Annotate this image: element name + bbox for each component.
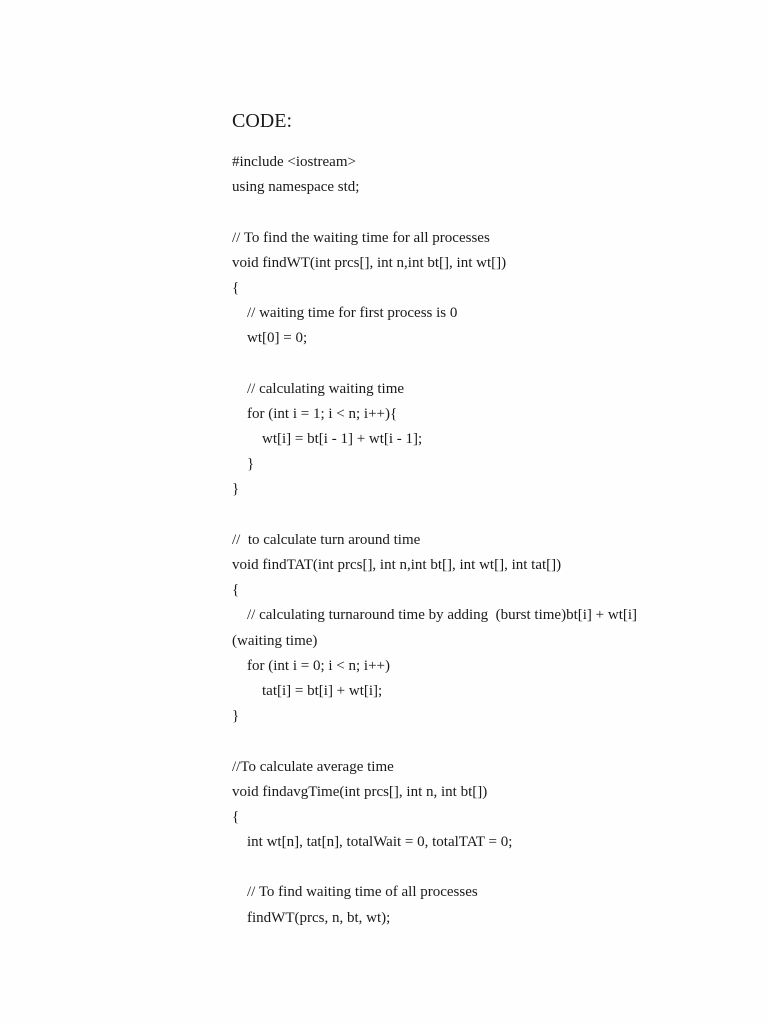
code-line: (waiting time) xyxy=(232,632,318,649)
code-line xyxy=(232,503,712,528)
code-line: } xyxy=(232,481,240,498)
code-line: { xyxy=(232,582,240,599)
code-line: } xyxy=(232,456,255,473)
code-block xyxy=(232,150,712,931)
code-line: { xyxy=(232,808,240,825)
code-line: for (int i = 0; i < n; i++) xyxy=(232,657,390,674)
code-line: findWT(prcs, n, bt, wt); xyxy=(232,909,391,926)
code-line xyxy=(232,200,712,225)
code-line: // to calculate turn around time xyxy=(232,531,421,548)
code-line: } xyxy=(232,708,240,725)
code-line: using namespace std; xyxy=(232,179,360,196)
code-line: #include <iostream> xyxy=(232,154,356,170)
code-line xyxy=(232,352,712,377)
code-line: void findavgTime(int prcs[], int n, int bt[]) xyxy=(232,783,488,800)
code-line: void findTAT(int prcs[], int n,int bt[], int wt[], int tat[]) xyxy=(232,557,562,573)
code-line: for (int i = 1; i < n; i++){ xyxy=(232,405,398,422)
code-line: //To calculate average time xyxy=(232,758,394,775)
code-line: // calculating turnaround time by adding (burst time)bt[i] + wt[i] xyxy=(232,607,638,624)
code-line: void findWT(int prcs[], int n,int bt[], int wt[]) xyxy=(232,254,507,271)
code-line: // To find waiting time of all processes xyxy=(232,884,478,901)
code-line: // waiting time for first process is 0 xyxy=(232,305,458,322)
code-line xyxy=(232,729,712,754)
section-heading: CODE: xyxy=(232,110,292,132)
code-line xyxy=(232,855,712,880)
code-line: wt[0] = 0; xyxy=(232,330,308,347)
code-line: tat[i] = bt[i] + wt[i]; xyxy=(232,682,383,699)
code-line: // calculating waiting time xyxy=(232,380,405,397)
code-line: { xyxy=(232,279,240,296)
code-line: int wt[n], tat[n], totalWait = 0, totalTAT = 0; xyxy=(232,834,513,851)
code-line: // To find the waiting time for all processes xyxy=(232,229,490,246)
code-line: wt[i] = bt[i - 1] + wt[i - 1]; xyxy=(232,431,423,448)
